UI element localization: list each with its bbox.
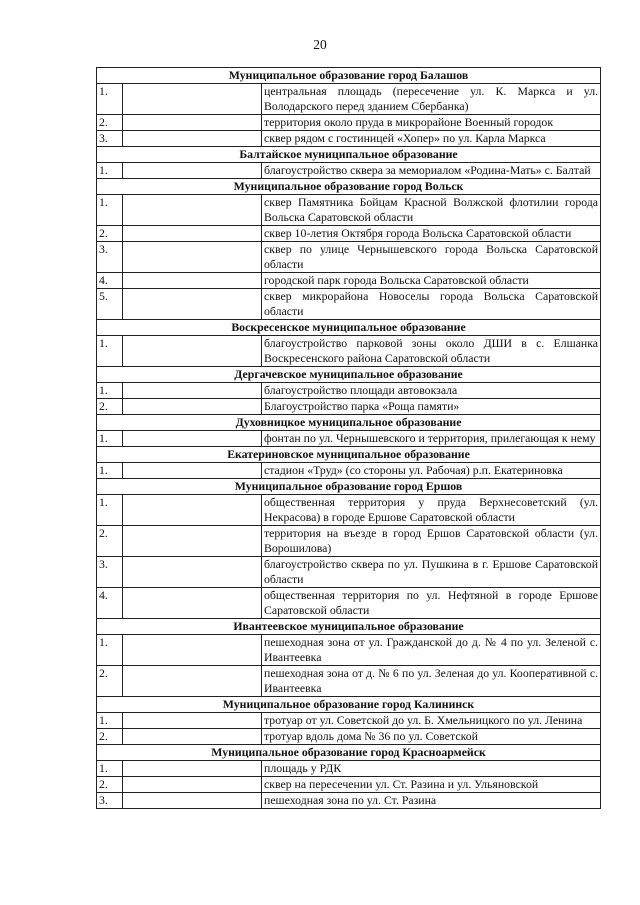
row-number: 1. xyxy=(97,713,123,729)
territory-description: благоустройство сквера за мемориалом «Родина-Мать» с. Балтай xyxy=(262,163,601,179)
empty-cell xyxy=(123,713,262,729)
empty-cell xyxy=(123,526,262,557)
territory-description: территория на въезде в город Ершов Саратовской области (ул. Ворошилова) xyxy=(262,526,601,557)
empty-cell xyxy=(123,195,262,226)
territory-description: центральная площадь (пересечение ул. К. Маркса и ул. Володарского перед зданием Сбербанка) xyxy=(262,84,601,115)
table-row xyxy=(97,399,601,415)
table-row xyxy=(97,463,601,479)
row-number: 1. xyxy=(97,336,123,367)
empty-cell xyxy=(123,383,262,399)
row-number: 2. xyxy=(97,666,123,697)
section-header-row xyxy=(97,619,601,635)
empty-cell xyxy=(123,463,262,479)
table-row xyxy=(97,777,601,793)
empty-cell xyxy=(123,777,262,793)
section-title: Муниципальное образование город Красноармейск xyxy=(97,745,601,761)
table-row xyxy=(97,383,601,399)
empty-cell xyxy=(123,115,262,131)
row-number: 1. xyxy=(97,195,123,226)
table-row xyxy=(97,666,601,697)
territory-description: площадь у РДК xyxy=(262,761,601,777)
section-header-row xyxy=(97,320,601,336)
empty-cell xyxy=(123,131,262,147)
section-header-row xyxy=(97,697,601,713)
territory-description: фонтан по ул. Чернышевского и территория, прилегающая к нему xyxy=(262,431,601,447)
empty-cell xyxy=(123,557,262,588)
table-row xyxy=(97,761,601,777)
territory-description: общественная территория у пруда Верхнесоветский (ул. Некрасова) в городе Ершове Саратовской области xyxy=(262,495,601,526)
row-number: 5. xyxy=(97,289,123,320)
section-title: Муниципальное образование город Вольск xyxy=(97,179,601,195)
table-row xyxy=(97,495,601,526)
empty-cell xyxy=(123,793,262,809)
territories-table xyxy=(96,67,601,809)
table-row xyxy=(97,557,601,588)
row-number: 1. xyxy=(97,163,123,179)
section-header-row xyxy=(97,68,601,84)
territory-description: сквер 10-летия Октября города Вольска Саратовской области xyxy=(262,226,601,242)
empty-cell xyxy=(123,336,262,367)
table-row xyxy=(97,273,601,289)
empty-cell xyxy=(123,226,262,242)
section-title: Муниципальное образование город Калининск xyxy=(97,697,601,713)
territory-description: тротуар вдоль дома № 36 по ул. Советской xyxy=(262,729,601,745)
row-number: 2. xyxy=(97,399,123,415)
territory-description: тротуар от ул. Советской до ул. Б. Хмельницкого по ул. Ленина xyxy=(262,713,601,729)
empty-cell xyxy=(123,666,262,697)
territory-description: сквер микрорайона Новоселы города Вольска Саратовской области xyxy=(262,289,601,320)
territory-description: благоустройство парковой зоны около ДШИ в с. Елшанка Воскресенского района Саратовской области xyxy=(262,336,601,367)
row-number: 4. xyxy=(97,273,123,289)
row-number: 3. xyxy=(97,793,123,809)
empty-cell xyxy=(123,729,262,745)
table-row xyxy=(97,588,601,619)
empty-cell xyxy=(123,273,262,289)
table-row xyxy=(97,713,601,729)
empty-cell xyxy=(123,399,262,415)
territory-description: благоустройство сквера по ул. Пушкина в г. Ершове Саратовской области xyxy=(262,557,601,588)
row-number: 2. xyxy=(97,115,123,131)
section-header-row xyxy=(97,367,601,383)
row-number: 1. xyxy=(97,463,123,479)
table-row xyxy=(97,84,601,115)
section-title: Екатериновское муниципальное образование xyxy=(97,447,601,463)
section-title: Муниципальное образование город Ершов xyxy=(97,479,601,495)
empty-cell xyxy=(123,163,262,179)
page-number: 20 xyxy=(313,37,327,52)
territory-description: территория около пруда в микрорайоне Военный городок xyxy=(262,115,601,131)
table-row xyxy=(97,431,601,447)
table-row xyxy=(97,242,601,273)
section-title: Муниципальное образование город Балашов xyxy=(97,68,601,84)
table-row xyxy=(97,793,601,809)
territory-description: пешеходная зона по ул. Ст. Разина xyxy=(262,793,601,809)
empty-cell xyxy=(123,289,262,320)
row-number: 3. xyxy=(97,557,123,588)
empty-cell xyxy=(123,588,262,619)
territory-description: сквер рядом с гостиницей «Хопер» по ул. Карла Маркса xyxy=(262,131,601,147)
empty-cell xyxy=(123,635,262,666)
table-row xyxy=(97,131,601,147)
empty-cell xyxy=(123,431,262,447)
section-title: Дергачевское муниципальное образование xyxy=(97,367,601,383)
section-header-row xyxy=(97,415,601,431)
row-number: 1. xyxy=(97,383,123,399)
row-number: 2. xyxy=(97,777,123,793)
table-body xyxy=(97,68,601,809)
empty-cell xyxy=(123,242,262,273)
table-row xyxy=(97,195,601,226)
row-number: 1. xyxy=(97,84,123,115)
empty-cell xyxy=(123,761,262,777)
table-row xyxy=(97,729,601,745)
section-title: Ивантеевское муниципальное образование xyxy=(97,619,601,635)
territory-description: сквер на пересечении ул. Ст. Разина и ул. Ульяновской xyxy=(262,777,601,793)
territory-description: благоустройство площади автовокзала xyxy=(262,383,601,399)
row-number: 2. xyxy=(97,729,123,745)
territory-description: стадион «Труд» (со стороны ул. Рабочая) р.п. Екатериновка xyxy=(262,463,601,479)
table-row xyxy=(97,289,601,320)
section-header-row xyxy=(97,147,601,163)
table-row xyxy=(97,336,601,367)
row-number: 2. xyxy=(97,226,123,242)
territory-description: пешеходная зона от д. № 6 по ул. Зеленая до ул. Кооперативной с. Ивантеевка xyxy=(262,666,601,697)
row-number: 1. xyxy=(97,495,123,526)
territory-description: сквер Памятника Бойцам Красной Волжской флотилии города Вольска Саратовской области xyxy=(262,195,601,226)
table-row xyxy=(97,163,601,179)
section-title: Балтайское муниципальное образование xyxy=(97,147,601,163)
territory-description: городской парк города Вольска Саратовской области xyxy=(262,273,601,289)
territory-description: сквер по улице Чернышевского города Вольска Саратовской области xyxy=(262,242,601,273)
row-number: 3. xyxy=(97,242,123,273)
empty-cell xyxy=(123,84,262,115)
row-number: 2. xyxy=(97,526,123,557)
section-title: Воскресенское муниципальное образование xyxy=(97,320,601,336)
section-header-row xyxy=(97,479,601,495)
row-number: 1. xyxy=(97,761,123,777)
section-header-row xyxy=(97,179,601,195)
table-row xyxy=(97,526,601,557)
empty-cell xyxy=(123,495,262,526)
territory-description: общественная территория по ул. Нефтяной в городе Ершове Саратовской области xyxy=(262,588,601,619)
section-header-row xyxy=(97,745,601,761)
table-row xyxy=(97,115,601,131)
territory-description: Благоустройство парка «Роща памяти» xyxy=(262,399,601,415)
section-header-row xyxy=(97,447,601,463)
row-number: 1. xyxy=(97,635,123,666)
table-row xyxy=(97,635,601,666)
section-title: Духовницкое муниципальное образование xyxy=(97,415,601,431)
row-number: 1. xyxy=(97,431,123,447)
row-number: 3. xyxy=(97,131,123,147)
territory-description: пешеходная зона от ул. Гражданской до д. № 4 по ул. Зеленой с. Ивантеевка xyxy=(262,635,601,666)
row-number: 4. xyxy=(97,588,123,619)
table-row xyxy=(97,226,601,242)
